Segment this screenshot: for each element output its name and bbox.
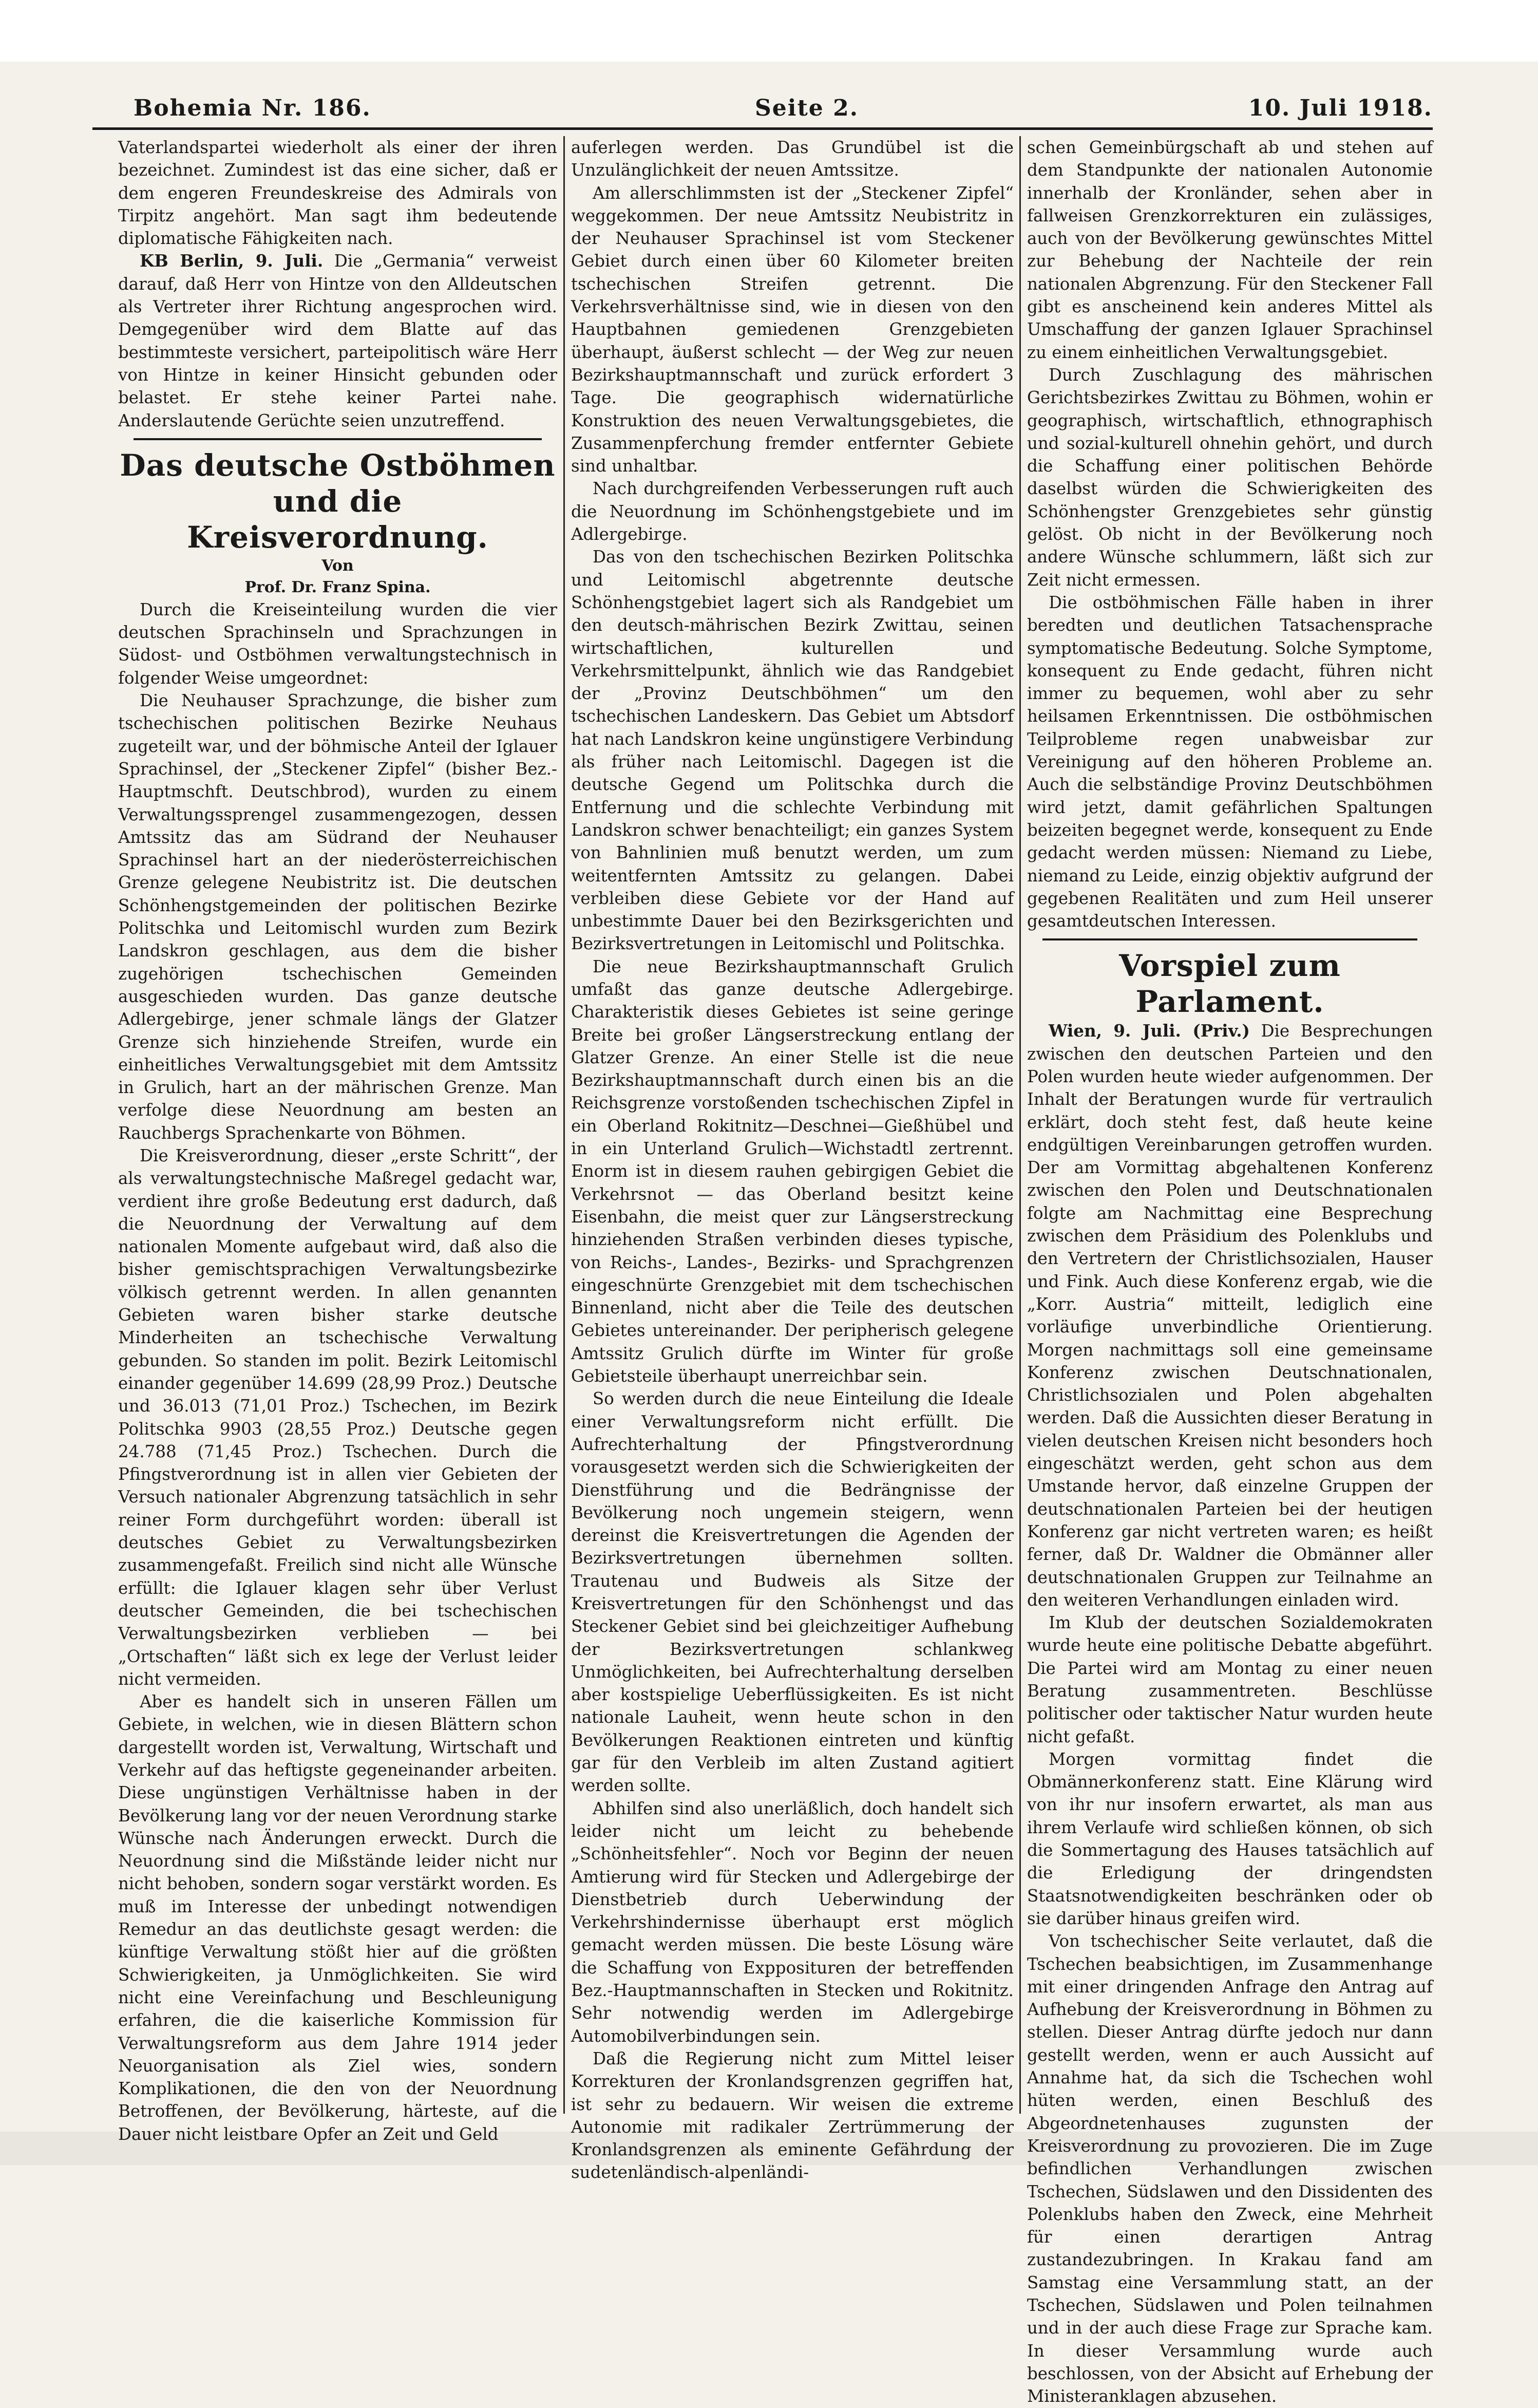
- article-paragraph: Nach durchgreifenden Verbesserungen ruft auch die Neuordnung im Schönhengstgebiete und im Adlergebirge.: [571, 479, 1014, 544]
- column-divider: [563, 136, 565, 2114]
- paragraph-text: Die „Germania“ verweist darauf, daß Herr von Hintze von den Alldeutschen als Vertreter ihrer Richtung angesprochen wird. Demgegenüber wird dem Blatte auf das bestimmteste versichert, parteipolitisch wäre Herr von Hintze in keiner Hinsicht gebunden oder belastet. Er stehe keiner Partei nahe. Anderslautende Gerüchte seien unzutreffend.: [118, 251, 558, 430]
- article-paragraph: schen Gemeinbürgschaft ab und stehen auf dem Standpunkte der nationalen Autonomie innerhalb der Kronländer, sehen aber in fallweisen Grenzkorrekturen ein zulässiges, auch von der Bevölkerung gewünschtes Mittel zur Behebung der Nachteile der rein nationalen Abgrenzung. Für den Steckener Fall gibt es anscheinend kein anderes Mittel als Umschaffung der ganzen Iglauer Sprachinsel zu einem einheitlichen Verwaltungsgebiet.: [1027, 138, 1433, 362]
- article-headline: Vorspiel zum Parlament.: [1119, 948, 1341, 1020]
- column-3: [1027, 136, 1433, 2406]
- article-paragraph: Morgen vormittag findet die Obmännerkonferenz statt. Eine Klärung wird von ihr nur insofern erwartet, als man aus ihrem Verlaufe wird schließen können, ob sich die Sommertagung des Hauses tatsächlich auf die Erledigung der dringendsten Staatsnotwendigkeiten beschränken oder ob sie darüber hinaus greifen wird.: [1027, 1749, 1433, 1928]
- dateline: Wien, 9. Juli. (Priv.): [1049, 1021, 1250, 1041]
- article-paragraph: Daß die Regierung nicht zum Mittel leiser Korrekturen der Kronlandsgrenzen gegriffen hat, ist sehr zu bedauern. Wir weisen die extreme Autonomie mit radikaler Zertrümmerung der Kronlandsgrenzen als eminente Gefährdung der sudetenländisch-alpenländi-: [571, 2048, 1014, 2183]
- article-headline: Das deutsche Ostböhmen und die Kreisverordnung.: [120, 447, 556, 555]
- article-paragraph: Am allerschlimmsten ist der „Steckener Zipfel“ weggekommen. Der neue Amtssitz Neubistritz in der Neuhauser Sprachinsel ist vom Steckener Gebiet durch einen über 60 Kilometer breiten tschechischen Streifen getrennt. Die Verkehrsverhältnisse sind, wie in diesen von den Hauptbahnen gemiedenen Grenzgebieten überhaupt, äußerst schlecht — der Weg zur neuen Bezirkshauptmannschaft und zurück erfordert 3 Tage. Die geographisch widernatürliche Konstruktion des neuen Verwaltungsgebietes, die Zusammenpferchung fremder entfernter Gebiete sind unhaltbar.: [571, 183, 1014, 476]
- paragraph-text: Die Besprechungen zwischen den deutschen Parteien und den Polen wurden heute wieder aufgenommen. Der Inhalt der Beratungen wurde für vertraulich erklärt, doch steht fest, daß heute keine endgültigen Vereinbarungen getroffen wurden. Der am Vormittag abgehaltenen Konferenz zwischen den Polen und Deutschnationalen folgte am Nachmittag eine Besprechung zwischen dem Präsidium des Polenklubs und den Vertretern der Christlichsozialen, Hauser und Fink. Auch diese Konferenz ergab, wie die „Korr. Austria“ mitteilt, lediglich eine vorläufige unverbindliche Orientierung. Morgen nachmittags soll eine gemeinsame Konferenz zwischen Deutschnationalen, Christlichsozialen und Polen abgehalten werden. Daß die Aussichten dieser Beratung in vielen deutschen Kreisen nicht besonders hoch eingeschätzt werden, geht schon aus dem Umstande hervor, daß einzelne Gruppen der deutschnationalen Parteien bei der heutigen Konferenz gar nicht vertreten waren; es heißt ferner, daß Dr. Waldner die Obmänner aller deutschnationalen Gruppen zur Teilnahme an den weiteren Verhandlungen einladen wird.: [1027, 1021, 1433, 1610]
- column-2: [571, 136, 1014, 2183]
- article-paragraph: Von tschechischer Seite verlautet, daß die Tschechen beabsichtigen, im Zusammenhange mit einer dringenden Anfrage den Antrag auf Aufhebung der Kreisverordnung in Böhmen zu stellen. Dieser Antrag dürfte jedoch nur dann gestellt werden, wenn er auch Aussicht auf Annahme hat, da sich die Tschechen wohl hüten werden, einen Beschluß des Abgeordnetenhauses zugunsten der Kreisverordnung zu provozieren. Die im Zuge befindlichen Verhandlungen zwischen Tschechen, Südslawen und den Dissidenten des Polenklubs haben den Zweck, eine Mehrheit für einen derartigen Antrag zustandezubringen. In Krakau fand am Samstag eine Versammlung statt, an der Tschechen, Südslawen und Polen teilnahmen und in der auch diese Frage zur Sprache kam. In dieser Versammlung wurde auch beschlossen, von der Absicht auf Erhebung der Ministeranklagen abzusehen.: [1027, 1931, 1433, 2406]
- article-separator: [1042, 938, 1417, 940]
- byline-author: Prof. Dr. Franz Spina.: [244, 578, 431, 596]
- header-page-number: Seite 2.: [755, 95, 859, 121]
- column-divider: [1019, 136, 1021, 2114]
- article-paragraph: Die ostböhmischen Fälle haben in ihrer beredten und deutlichen Tatsachensprache symptomatische Bedeutung. Solche Symptome, konsequent zu Ende gedacht, führen nicht immer zu bequemen, wohl aber zu sehr heilsamen Erkenntnissen. Die ostböhmischen Teilprobleme regen unabweisbar zur Vereinigung auf den höheren Probleme an. Auch die selbständige Provinz Deutschböhmen wird jetzt, damit gefährlichen Spaltungen beizeiten begegnet werde, konsequent zu Ende gedacht werden müssen: Niemand zu Liebe, niemand zu Leide, einzig objektiv aufgrund der gegebenen Realitäten und zum Heil unserer gesamtdeutschen Interessen.: [1027, 592, 1433, 931]
- dateline: KB Berlin, 9. Juli.: [140, 251, 324, 271]
- article-paragraph: Durch Zuschlagung des mährischen Gerichtsbezirkes Zwittau zu Böhmen, wohin er geographisch, wirtschaftlich, ethnographisch und sozial-kulturell ohnehin gehört, und durch die Schaffung einer politischen Behörde daselbst würden die Schwierigkeiten des Schönhengster Grenzgebietes sehr günstig gelöst. Ob nicht in der Bevölkerung noch andere Wünsche schlummern, läßt sich zur Zeit nicht ermessen.: [1027, 365, 1433, 590]
- header-rule: [92, 127, 1433, 130]
- article-paragraph: Die Kreisverordnung, dieser „erste Schritt“, der als verwaltungstechnische Maßregel gedacht war, verdient ihre große Bedeutung erst dadurch, daß die Neuordnung der Verwaltung auf dem nationalen Momente aufgebaut wird, daß also die bisher gemischtsprachigen Verwaltungsbezirke völkisch getrennt werden. In allen genannten Gebieten waren bisher starke deutsche Minderheiten an tschechische Verwaltung gebunden. So standen im polit. Bezirk Leitomischl einander gegenüber 14.699 (28,99 Proz.) Deutsche und 36.013 (71,01 Proz.) Tschechen, im Bezirk Politschka 9903 (28,55 Proz.) Deutsche gegen 24.788 (71,45 Proz.) Tschechen. Durch die Pfingstverordnung ist in allen vier Gebieten der Versuch nationaler Abgrenzung tatsächlich in sehr reiner Form durchgeführt worden: überall ist deutsches Gebiet zu Verwaltungsbezirken zusammengefaßt. Freilich sind nicht alle Wünsche erfüllt: die Iglauer klagen sehr über Verlust deutscher Gemeinden, die bei tschechischen Verwaltungsbezirken verblieben — bei „Ortschaften“ läßt sich ex lege der Verlust leider nicht vermeiden.: [118, 1145, 557, 1689]
- page-header: [92, 95, 1433, 131]
- scan-margin-top: [0, 0, 1538, 62]
- article-paragraph: Vaterlandspartei wiederholt als einer der ihren bezeichnet. Zumindest ist das eine sicher, daß er dem engeren Freundeskreise des Admirals von Tirpitz angehört. Man sagt ihm bedeutende diplomatische Fähigkeiten nach.: [118, 138, 557, 249]
- article-paragraph: Abhilfen sind also unerläßlich, doch handelt sich leider nicht um leicht zu behebende „Schönheitsfehler“. Noch vor Beginn der neuen Amtierung wird für Stecken und Adlergebirge der Dienstbetrieb durch Ueberwindung der Verkehrshindernisse überhaupt erst möglich gemacht werden müssen. Die beste Lösung wäre die Schaffung von Expposituren der betreffenden Bez.-Hauptmannschaften in Stecken und Rokitnitz. Sehr notwendig werden im Adlergebirge Automobilverbindungen sein.: [571, 1798, 1014, 2046]
- header-date: 10. Juli 1918.: [1248, 95, 1433, 121]
- article-paragraph: [118, 250, 557, 431]
- byline-von: Von: [321, 556, 354, 575]
- article-paragraph: Die Neuhauser Sprachzunge, die bisher zum tschechischen politischen Bezirke Neuhaus zugeteilt war, und der böhmische Anteil der Iglauer Sprachinsel, der „Steckener Zipfel“ (bisher Bez.-Hauptmschft. Deutschbrod), wurden zu einem Verwaltungssprengel zusammengezogen, dessen Amtssitz das am Südrand der Neuhauser Sprachinsel hart an der niederösterreichischen Grenze gelegene Neubistritz ist. Die deutschen Schönhengstgemeinden der politischen Bezirke Politschka und Leitomischl wurden zum Bezirk Landskron geschlagen, aus dem die bisher zugehörigen tschechischen Gemeinden ausgeschieden wurden. Das ganze deutsche Adlergebirge, jener schmale längs der Glatzer Grenze sich hinziehende Streifen, wurde ein einheitliches Verwaltungsgebiet mit dem Amtssitz in Grulich, hart an der mährischen Grenze. Man verfolge diese Neuordnung am besten an Rauchbergs Sprachenkarte von Böhmen.: [118, 691, 557, 1143]
- article-separator: [134, 438, 542, 440]
- article-paragraph: Durch die Kreiseinteilung wurden die vier deutschen Sprachinseln und Sprachzungen in Südost- und Ostböhmen verwaltungstechnisch in folgender Weise umgeordnet:: [118, 599, 557, 688]
- column-1: [118, 136, 558, 2144]
- article-paragraph: So werden durch die neue Einteilung die Ideale einer Verwaltungsreform nicht erfüllt. Die Aufrechterhaltung der Pfingstverordnung vorausgesetzt werden sich die Schwierigkeiten der Dienstführung und die Bedrängnisse der Bevölkerung noch ungemein steigern, wenn dereinst die Kreisvertretungen die Agenden der Bezirksvertretungen übernehmen sollten. Trautenau und Budweis als Sitze der Kreisvertretungen für den Schönhengst und das Steckener Gebiet sind bei gleichzeitiger Aufhebung der Bezirksvertretungen schlankweg Unmöglichkeiten, bei Aufrechterhaltung derselben aber kostspielige Ueberflüssigkeiten. Es ist nicht nationale Lauheit, wenn heute schon in den Bevölkerungen Reaktionen eintreten und künftig gar für den Verbleib im alten Zustand agitiert werden sollte.: [571, 1389, 1014, 1796]
- header-issue: Bohemia Nr. 186.: [134, 95, 371, 121]
- article-paragraph: Im Klub der deutschen Sozialdemokraten wurde heute eine politische Debatte abgeführt. Die Partei wird am Montag zu einer neuen Beratung zusammentreten. Beschlüsse politischer oder taktischer Natur wurden heute nicht gefaßt.: [1027, 1613, 1433, 1746]
- article-paragraph: [1027, 1020, 1433, 1611]
- article-paragraph: auferlegen werden. Das Grundübel ist die Unzulänglichkeit der neuen Amtssitze.: [571, 138, 1014, 180]
- article-paragraph: Die neue Bezirkshauptmannschaft Grulich umfaßt das ganze deutsche Adlergebirge. Charakteristik dieses Gebietes ist seine geringe Breite bei großer Längserstreckung entlang der Glatzer Grenze. An einer Stelle ist die neue Bezirkshauptmannschaft durch einen bis an die Reichsgrenze vorstoßenden tschechischen Zipfel in ein Oberland Rokitnitz—Deschnei—Gießhübel und in ein Unterland Grulich—Wichstadtl zertrennt. Enorm ist in diesem rauhen gebirgigen Gebiet die Verkehrsnot — das Oberland besitzt keine Eisenbahn, die meist quer zur Längserstreckung hinziehenden Straßen verbinden dieses typische, von Reichs-, Landes-, Bezirks- und Sprachgrenzen eingeschnürte Grenzgebiet mit dem tschechischen Binnenland, nicht aber die Teile des deutschen Gebietes untereinander. Der peripherisch gelegene Amtssitz Grulich dürfte im Winter für große Gebietsteile überhaupt unerreichbar sein.: [571, 956, 1014, 1386]
- article-paragraph: Aber es handelt sich in unseren Fällen um Gebiete, in welchen, wie in diesen Blättern schon dargestellt worden ist, Verwaltung, Wirtschaft und Verkehr auf das heftigste gegeneinander arbeiten. Diese ungünstigen Verhältnisse haben in der Bevölkerung lang vor der neuen Verordnung starke Wünsche nach Änderungen erweckt. Durch die Neuordnung sind die Mißstände leider nicht nur nicht behoben, sondern sogar verstärkt worden. Es muß im Interesse der unbedingt notwendigen Remedur an das deutlichste gesagt werden: die künftige Verwaltung stößt hier auf die größten Schwierigkeiten, ja Unmöglichkeiten. Sie wird nicht eine Vereinfachung und Beschleunigung erfahren, die die kaiserliche Kommission für Verwaltungsreform aus dem Jahre 1914 jeder Neuorganisation als Ziel wies, sondern Komplikationen, die den von der Neuordnung Betroffenen, der Bevölkerung, härteste, auf die Dauer nicht leistbare Opfer an Zeit und Geld: [118, 1692, 557, 2144]
- article-paragraph: Das von den tschechischen Bezirken Politschka und Leitomischl abgetrennte deutsche Schönhengstgebiet lagert sich als Randgebiet um den deutsch-mährischen Bezirk Zwittau, seinen wirtschaftlichen, kulturellen und Verkehrsmittelpunkt, ähnlich wie das Randgebiet der „Provinz Deutschböhmen“ um den tschechischen Landeskern. Das Gebiet um Abtsdorf hat nach Landskron keine ungünstigere Verbindung als früher nach Leitomischl. Dagegen ist die deutsche Gegend um Politschka durch die Entfernung und die schlechte Verbindung mit Landskron schwer benachteiligt; ein ganzes System von Bahnlinien muß benutzt werden, um zum weitentfernten Amtssitz zu gelangen. Dabei verbleiben diese Gebiete vor der Hand auf unbestimmte Dauer bei den Bezirksgerichten und Bezirksvertretungen in Leitomischl und Politschka.: [571, 547, 1014, 954]
